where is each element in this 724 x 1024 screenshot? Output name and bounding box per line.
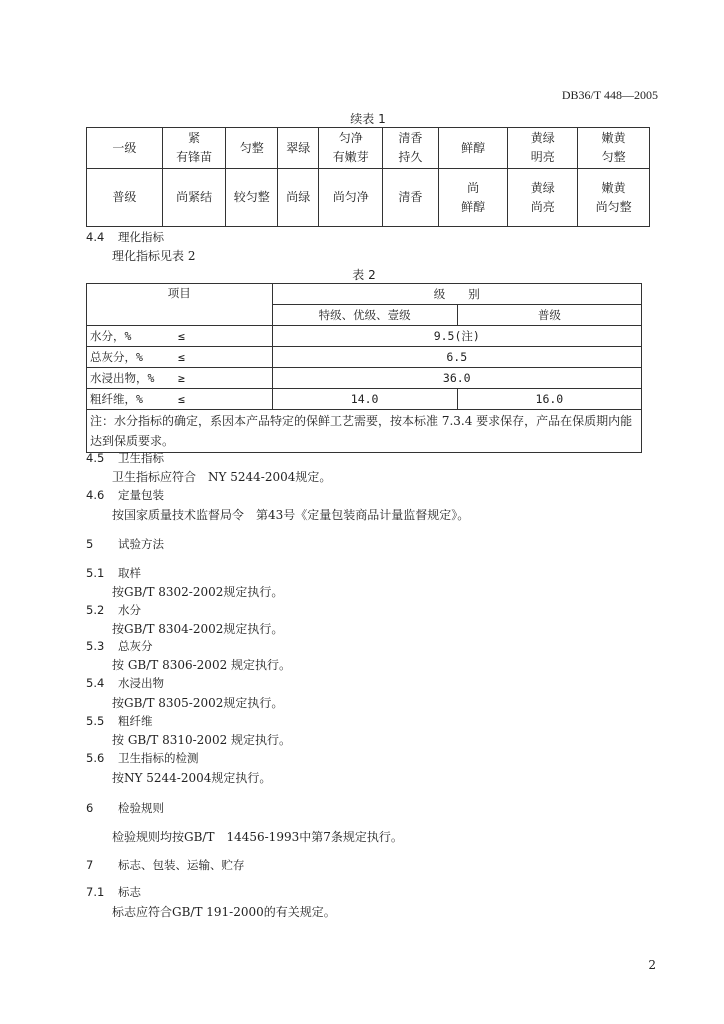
table1-cell (383, 128, 439, 169)
table1-cell: 鲜醇 (438, 128, 508, 169)
section-title: 水浸出物 (118, 676, 164, 690)
section-heading (86, 565, 141, 581)
table2-value: 16.0 (457, 389, 641, 410)
cell-line: 有嫩芽 (332, 150, 369, 164)
table2-header-row (87, 284, 642, 305)
table1-cell: 尚紧结 (162, 169, 226, 227)
cell-line: 明亮 (530, 150, 555, 164)
section-text: 按 GB/T 8310-2002 规定执行。 (112, 733, 292, 747)
section-number: 4.6 (86, 488, 105, 502)
cell-line: 黄绿 (530, 131, 555, 145)
table2-caption: 表 2 (352, 268, 376, 282)
section-number: 5.3 (86, 639, 105, 653)
section-title: 检验规则 (118, 801, 164, 815)
section-title: 理化指标 (118, 230, 164, 244)
item-name: 粗纤维，% (90, 391, 143, 406)
section-number: 6 (86, 801, 94, 815)
table2-header-sub1: 特级、优级、壹级 (272, 305, 457, 326)
section-text: 按GB/T 8304-2002规定执行。 (112, 622, 284, 636)
table1-caption: 续表 1 (350, 112, 386, 126)
table2-row (87, 368, 642, 389)
table1-cell: 翠绿 (278, 128, 319, 169)
item-symbol: ≤ (178, 349, 185, 364)
table2-row (87, 326, 642, 347)
table2-row (87, 389, 642, 410)
section-title: 卫生指标的检测 (118, 751, 199, 765)
section-title: 总灰分 (118, 639, 153, 653)
cell-line: 尚亮 (530, 199, 555, 214)
cell-line: 鲜醇 (461, 199, 486, 214)
table1-cell (508, 128, 578, 169)
cell-line: 尚 (467, 180, 480, 195)
table1-cell: 尚匀净 (319, 169, 383, 227)
cell-line: 嫩黄 (601, 180, 626, 195)
table2-item (87, 389, 273, 410)
table2-note-row (87, 410, 642, 453)
table2-header-item: 项目 (87, 284, 273, 326)
item-symbol: ≤ (178, 391, 185, 406)
table2-note: 注：水分指标的确定，系因本产品特定的保鲜工艺需要，按本标准 7.3.4 要求保存，产品在保质期内能达到保质要求。 (87, 410, 642, 453)
table2-value: 6.5 (272, 347, 641, 368)
item-name: 水分，% (90, 328, 132, 343)
cell-line: 嫩黄 (601, 131, 626, 145)
table1-cell (578, 128, 650, 169)
item-symbol: ≥ (178, 370, 185, 385)
section-title: 标志、包装、运输、贮存 (118, 858, 245, 872)
section-number: 7 (86, 858, 94, 872)
section-heading (86, 602, 141, 618)
section-text: 按国家质量技术监督局令 第43号《定量包装商品计量监督规定》。 (112, 508, 470, 522)
section-title: 粗纤维 (118, 714, 153, 728)
table1-cell: 尚绿 (278, 169, 319, 227)
section-text: 按 GB/T 8306-2002 规定执行。 (112, 658, 292, 672)
section-heading (86, 675, 164, 691)
table1-cell: 匀整 (226, 128, 278, 169)
table1-cell: 较匀整 (226, 169, 278, 227)
table2-item (87, 368, 273, 389)
section-title: 取样 (118, 566, 141, 580)
table2-value: 14.0 (272, 389, 457, 410)
cell-line: 持久 (398, 150, 423, 164)
table1-cell: 普级 (87, 169, 163, 227)
table1-cell (438, 169, 508, 227)
item-name: 总灰分，% (90, 349, 143, 364)
section-number: 5.1 (86, 566, 105, 580)
cell-line: 匀净 (338, 131, 363, 145)
table2-item (87, 326, 273, 347)
section-number: 5.2 (86, 603, 105, 617)
table1-row (87, 128, 650, 169)
cell-line: 黄绿 (530, 180, 555, 195)
section-heading (86, 857, 245, 873)
section-text: 按GB/T 8305-2002规定执行。 (112, 696, 284, 710)
table1-cell (162, 128, 226, 169)
section-text: 标志应符合GB/T 191-2000的有关规定。 (112, 905, 336, 919)
item-symbol: ≤ (178, 328, 185, 343)
section-number: 7.1 (86, 885, 105, 899)
section-text: 检验规则均按GB/T 14456-1993中第7条规定执行。 (112, 830, 403, 844)
section-heading (86, 229, 164, 245)
section-number: 5.6 (86, 751, 105, 765)
section-heading (86, 450, 164, 466)
section-text: 理化指标见表 2 (112, 249, 196, 263)
table1-row (87, 169, 650, 227)
table1-cell (578, 169, 650, 227)
section-heading (86, 750, 199, 766)
table1-cell (508, 169, 578, 227)
table1-cell: 一级 (87, 128, 163, 169)
section-heading (86, 638, 153, 654)
table2-value: 9.5(注) (272, 326, 641, 347)
section-number: 4.5 (86, 451, 105, 465)
document-code: DB36/T 448—2005 (561, 88, 658, 102)
section-text: 按NY 5244-2004规定执行。 (112, 771, 272, 785)
page-number: 2 (648, 958, 656, 972)
table2-item (87, 347, 273, 368)
section-title: 水分 (118, 603, 141, 617)
table1-cell (319, 128, 383, 169)
section-heading (86, 536, 164, 552)
table1 (86, 127, 650, 227)
table2-header-level: 级 别 (272, 284, 641, 305)
table2-row (87, 347, 642, 368)
section-heading (86, 800, 164, 816)
section-title: 试验方法 (118, 537, 164, 551)
section-heading (86, 713, 153, 729)
cell-line: 尚匀整 (595, 199, 632, 214)
section-number: 5 (86, 537, 94, 551)
table2-value: 36.0 (272, 368, 641, 389)
cell-line: 清香 (398, 131, 423, 145)
section-heading (86, 487, 164, 503)
section-number: 4.4 (86, 230, 105, 244)
section-title: 卫生指标 (118, 451, 164, 465)
section-number: 5.4 (86, 676, 105, 690)
section-heading (86, 884, 141, 900)
section-title: 定量包装 (118, 488, 164, 502)
section-number: 5.5 (86, 714, 105, 728)
item-name: 水浸出物，% (90, 370, 155, 385)
section-text: 卫生指标应符合 NY 5244-2004规定。 (112, 470, 332, 484)
section-title: 标志 (118, 885, 141, 899)
table2 (86, 283, 642, 453)
table1-cell: 清香 (383, 169, 439, 227)
cell-line: 紧 (188, 131, 201, 145)
cell-line: 匀整 (601, 150, 626, 164)
section-text: 按GB/T 8302-2002规定执行。 (112, 585, 284, 599)
cell-line: 有锋苗 (176, 150, 213, 164)
table2-header-sub2: 普级 (457, 305, 641, 326)
